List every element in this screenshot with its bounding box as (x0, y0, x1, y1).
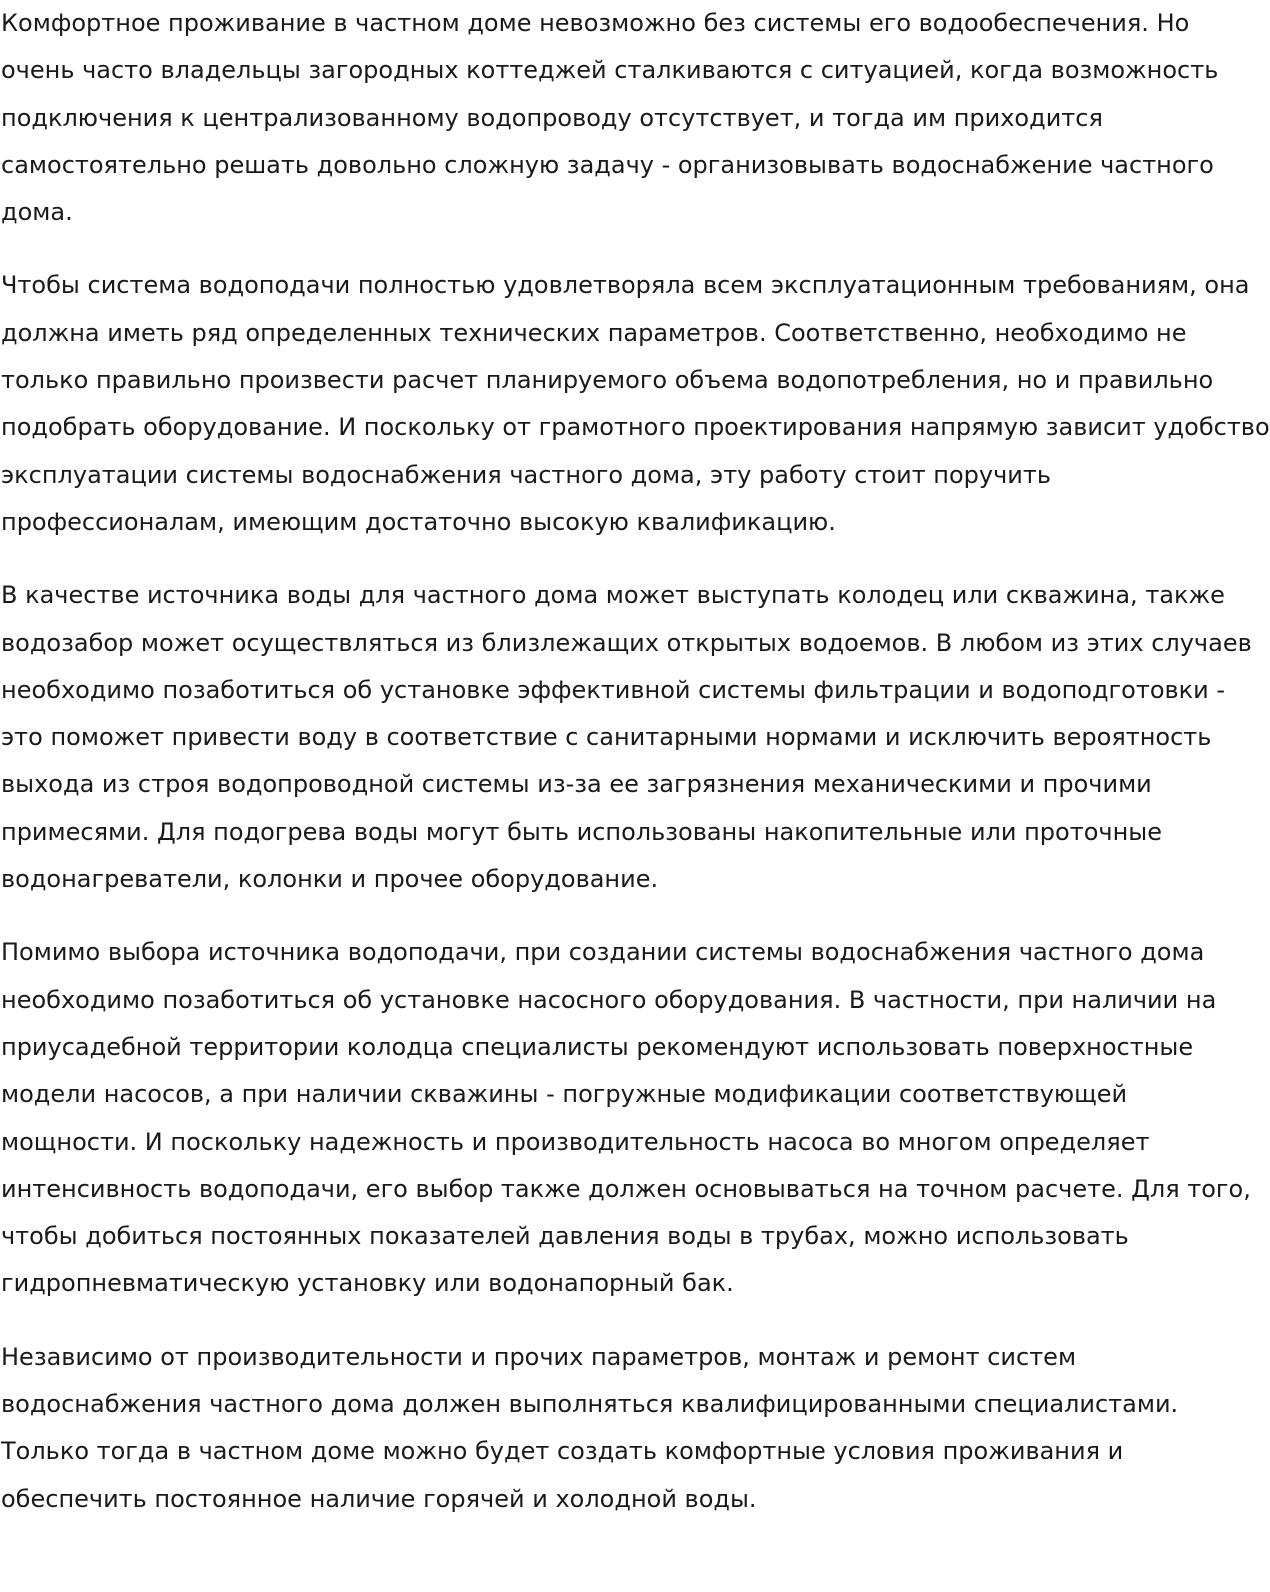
paragraph-intro: Комфортное проживание в частном доме невозможно без системы его водообеспечения. Но очень часто владельцы загородных коттеджей сталкиваются с ситуацией, когда возможность подключения к централизованному водопроводу отсутствует, и тогда им приходится самостоятельно решать довольно сложную задачу - организовывать водоснабжение частного дома. (1, 9, 1219, 227)
paragraph-water-source: В качестве источника воды для частного дома может выступать колодец или скважина, также водозабор может осуществляться из близлежащих открытых водоемов. В любом из этих случаев необходимо позаботиться об установке эффективной системы фильтрации и водоподготовки - это поможет привести воду в соответствие с санитарными нормами и исключить вероятность выхода из строя водопроводной системы из-за ее загрязнения механическими и прочими примесями. Для подогрева воды могут быть использованы накопительные или проточные водонагреватели, колонки и прочее оборудование. (1, 581, 1252, 894)
paragraph-installation: Независимо от производительности и прочих параметров, монтаж и ремонт систем водоснабжения частного дома должен выполняться квалифицированными специалистами. Только тогда в частном доме можно будет создать комфортные условия проживания и обеспечить постоянное наличие горячей и холодной воды. (1, 1342, 1179, 1513)
paragraph-requirements: Чтобы система водоподачи полностью удовлетворяла всем эксплуатационным требованиям, она должна иметь ряд определенных технических параметров. Соответственно, необходимо не только правильно произвести расчет планируемого объема водопотребления, но и правильно подобрать оборудование. И поскольку от грамотного проектирования напрямую зависит удобство эксплуатации системы водоснабжения частного дома, эту работу стоит поручить профессионалам, имеющим достаточно высокую квалификацию. (1, 271, 1270, 536)
paragraph-pump-equipment: Помимо выбора источника водоподачи, при создании системы водоснабжения частного дома необходимо позаботиться об установке насосного оборудования. В частности, при наличии на приусадебной территории колодца специалисты рекомендуют использовать поверхностные модели насосов, а при наличии скважины - погружные модификации соответствующей мощности. И поскольку надежность и производительность насоса во многом определяет интенсивность водоподачи, его выбор также должен основываться на точном расчете. Для того, чтобы добиться постоянных показателей давления воды в трубах, можно использовать гидропневматическую установку или водонапорный бак. (1, 938, 1251, 1298)
